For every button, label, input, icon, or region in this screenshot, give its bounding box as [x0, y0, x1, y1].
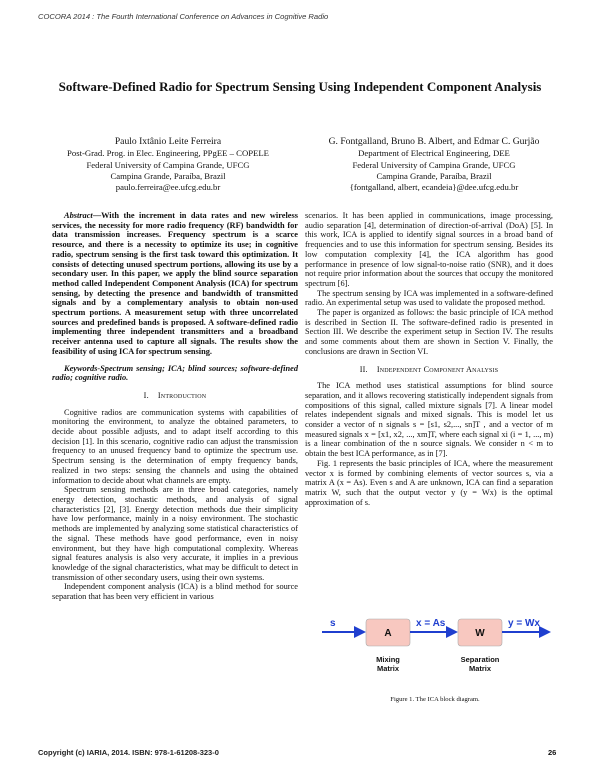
right-column [305, 211, 553, 507]
paragraph: The ICA method uses statistical assumptions for blind source separation, and it allows recovering statistically independent signals from compositions of this signal, called mixture signals [7]. A linear model relates independent signals and mixed signals. This is model let us consider a vector of n signals s = [s1, s2,..., sn]T , and a vector of m measured signals x = [x1, x2, ..., xm]T, where each signal xi (i = 1, ..., m) is a linear combination of the n source signals. We consider n < m to obtain the best ICA performance, as in [7]. [305, 381, 553, 459]
label-A: A [384, 628, 392, 639]
separation-label-2: Matrix [468, 664, 492, 673]
abstract-label: Abstract [64, 211, 93, 220]
mixing-label-2: Matrix [376, 664, 400, 673]
ica-block-diagram [320, 604, 552, 682]
author-affiliation: Campina Grande, Paraíba, Brazil [376, 170, 492, 181]
section-number: II. [359, 364, 368, 374]
label-y: y = Wx [508, 618, 540, 629]
paragraph: The spectrum sensing by ICA was implemented in a software-defined radio. An experimental setup was used to validate the proposed method. [305, 288, 553, 308]
label-W: W [475, 628, 485, 639]
paper-title: Software-Defined Radio for Spectrum Sensing Using Independent Component Analysis [58, 79, 542, 94]
section-heading-ica [305, 365, 553, 375]
abstract-text: —With the increment in data rates and new wireless services, the necessity for more radio frequency (RF) bandwidth for data transmission increases. Frequency spectrum is a scarce resource, and there is a necessity to optimize its use; in cognitive radio, spectrum sensing is the first task toward this optimization. It consists of detecting unused spectrum portions, allowing its use by a secondary user. In this paper, we apply the blind source separation method called Independent Component Analysis (ICA) for spectrum sensing, by detecting the presence and bandwidth of transmitted signals and by a complementary analysis to obtain non-used spectrum portions. A measurement setup with three uncorrelated sources and predefined bands is proposed. A software-defined radio implementing three independent transmitters and a broadband receiver antenna used to capture all signals. The results show the feasibility of using ICA for spectrum sensing. [52, 211, 298, 356]
section-title: Introduction [157, 390, 207, 400]
author-block-2 [303, 136, 565, 193]
mixing-label-1: Mixing [376, 655, 400, 664]
paragraph: The paper is organized as follows: the basic principle of ICA method is described in Section II. The software-defined radio is presented in Section III. We describe the experiment setup in Section IV. The results and some comments about them are shown in Section V. Finally, the conclusions are drawn in Section VI. [305, 308, 553, 356]
paragraph: Cognitive radios are communication systems with capabilities of monitoring the environment, to analyze the obtained parameters, to decide about possible adjusts, and to adapt itself according to this decision [1]. In this scenario, cognitive radio can adjust the transmission frequency to an unused frequency band to optimize the spectrum use. Spectrum sensing is the determination of empty frequency bands, realized in two steps: sensing the channels and using the obtained information to decide about what channels are empty. [52, 407, 298, 485]
ica-diagram-svg [320, 604, 552, 682]
running-header: COCORA 2014 : The Fourth International Conference on Advances in Cognitive Radio [38, 12, 329, 21]
paragraph: Independent component analysis (ICA) is a blind method for source separation that has been very efficient in various [52, 582, 298, 602]
section-title: Independent Component Analysis [376, 364, 499, 374]
author-email: {fontgalland, albert, ecandeia}@dee.ufcg.edu.br [349, 182, 519, 193]
left-column [52, 211, 298, 602]
paragraph: scenarios. It has been applied in communications, image processing, audio separation [4], determination of direction-of-arrival (DoA) [5]. In this work, ICA is applied to identify signal sources in a broad band of frequencies and to use this information for spectrum sensing. Besides its low computation complexity [4], the ICA algorithm has good performance in presence of low signal-to-noise ratio (SNR), and it does not require prior information about the sources that occupy the monitored spectrum [6]. [305, 211, 553, 288]
paragraph: Spectrum sensing methods are in three broad categories, namely energy detection, stochastic methods, and analysis of signal characteristics [2], [3]. Energy detection methods due their simplicity have low performance, mainly in a noisy environment. The stochastic methods are implemented by analyzing some statistical characteristics of the signal. These methods have good performance, even in noisy environment, but they have high computational complexity. Whereas signal features analysis is also very accurate, it implies in a previous knowledge of the signal characteristics, what may be difficult to detect in transmission of other secondary users, using their own systems. [52, 485, 298, 582]
label-x: x = As [416, 618, 446, 629]
figure-caption: Figure 1. The ICA block diagram. [390, 696, 480, 703]
paragraph: Fig. 1 represents the basic principles of ICA, where the measurement vector x is formed by combining elements of vector sources s, via a matrix A (x = As). Even s and A are unknown, ICA can find a separation matrix W, such that the output vector y (y = Wx) is the optimal approximation of s. [305, 458, 553, 507]
author-block-1 [42, 136, 294, 193]
author-name: Paulo Ixtânio Leite Ferreira [114, 136, 222, 147]
author-affiliation: Department of Electrical Engineering, DEE [358, 148, 510, 159]
page-number: 26 [548, 748, 557, 757]
author-affiliation: Federal University of Campina Grande, UFCG [86, 159, 250, 170]
keywords: Keywords-Spectrum sensing; ICA; blind sources; software-defined radio; cognitive radio. [52, 363, 298, 383]
author-affiliation: Federal University of Campina Grande, UFCG [352, 159, 516, 170]
separation-label-1: Separation [460, 655, 500, 664]
author-name: G. Fontgalland, Bruno B. Albert, and Edmar C. Gurjão [328, 136, 540, 147]
abstract [52, 211, 298, 357]
author-affiliation: Campina Grande, Paraíba, Brazil [110, 170, 226, 181]
section-heading-intro [52, 391, 298, 401]
author-email: paulo.ferreira@ee.ufcg.edu.br [115, 182, 221, 193]
section-number: I. [143, 390, 149, 400]
label-s: s [330, 618, 336, 629]
author-affiliation: Post-Grad. Prog. in Elec. Engineering, PPgEE – COPELE [67, 148, 269, 159]
copyright-footer: Copyright (c) IARIA, 2014. ISBN: 978-1-61208-323-0 [38, 748, 219, 757]
